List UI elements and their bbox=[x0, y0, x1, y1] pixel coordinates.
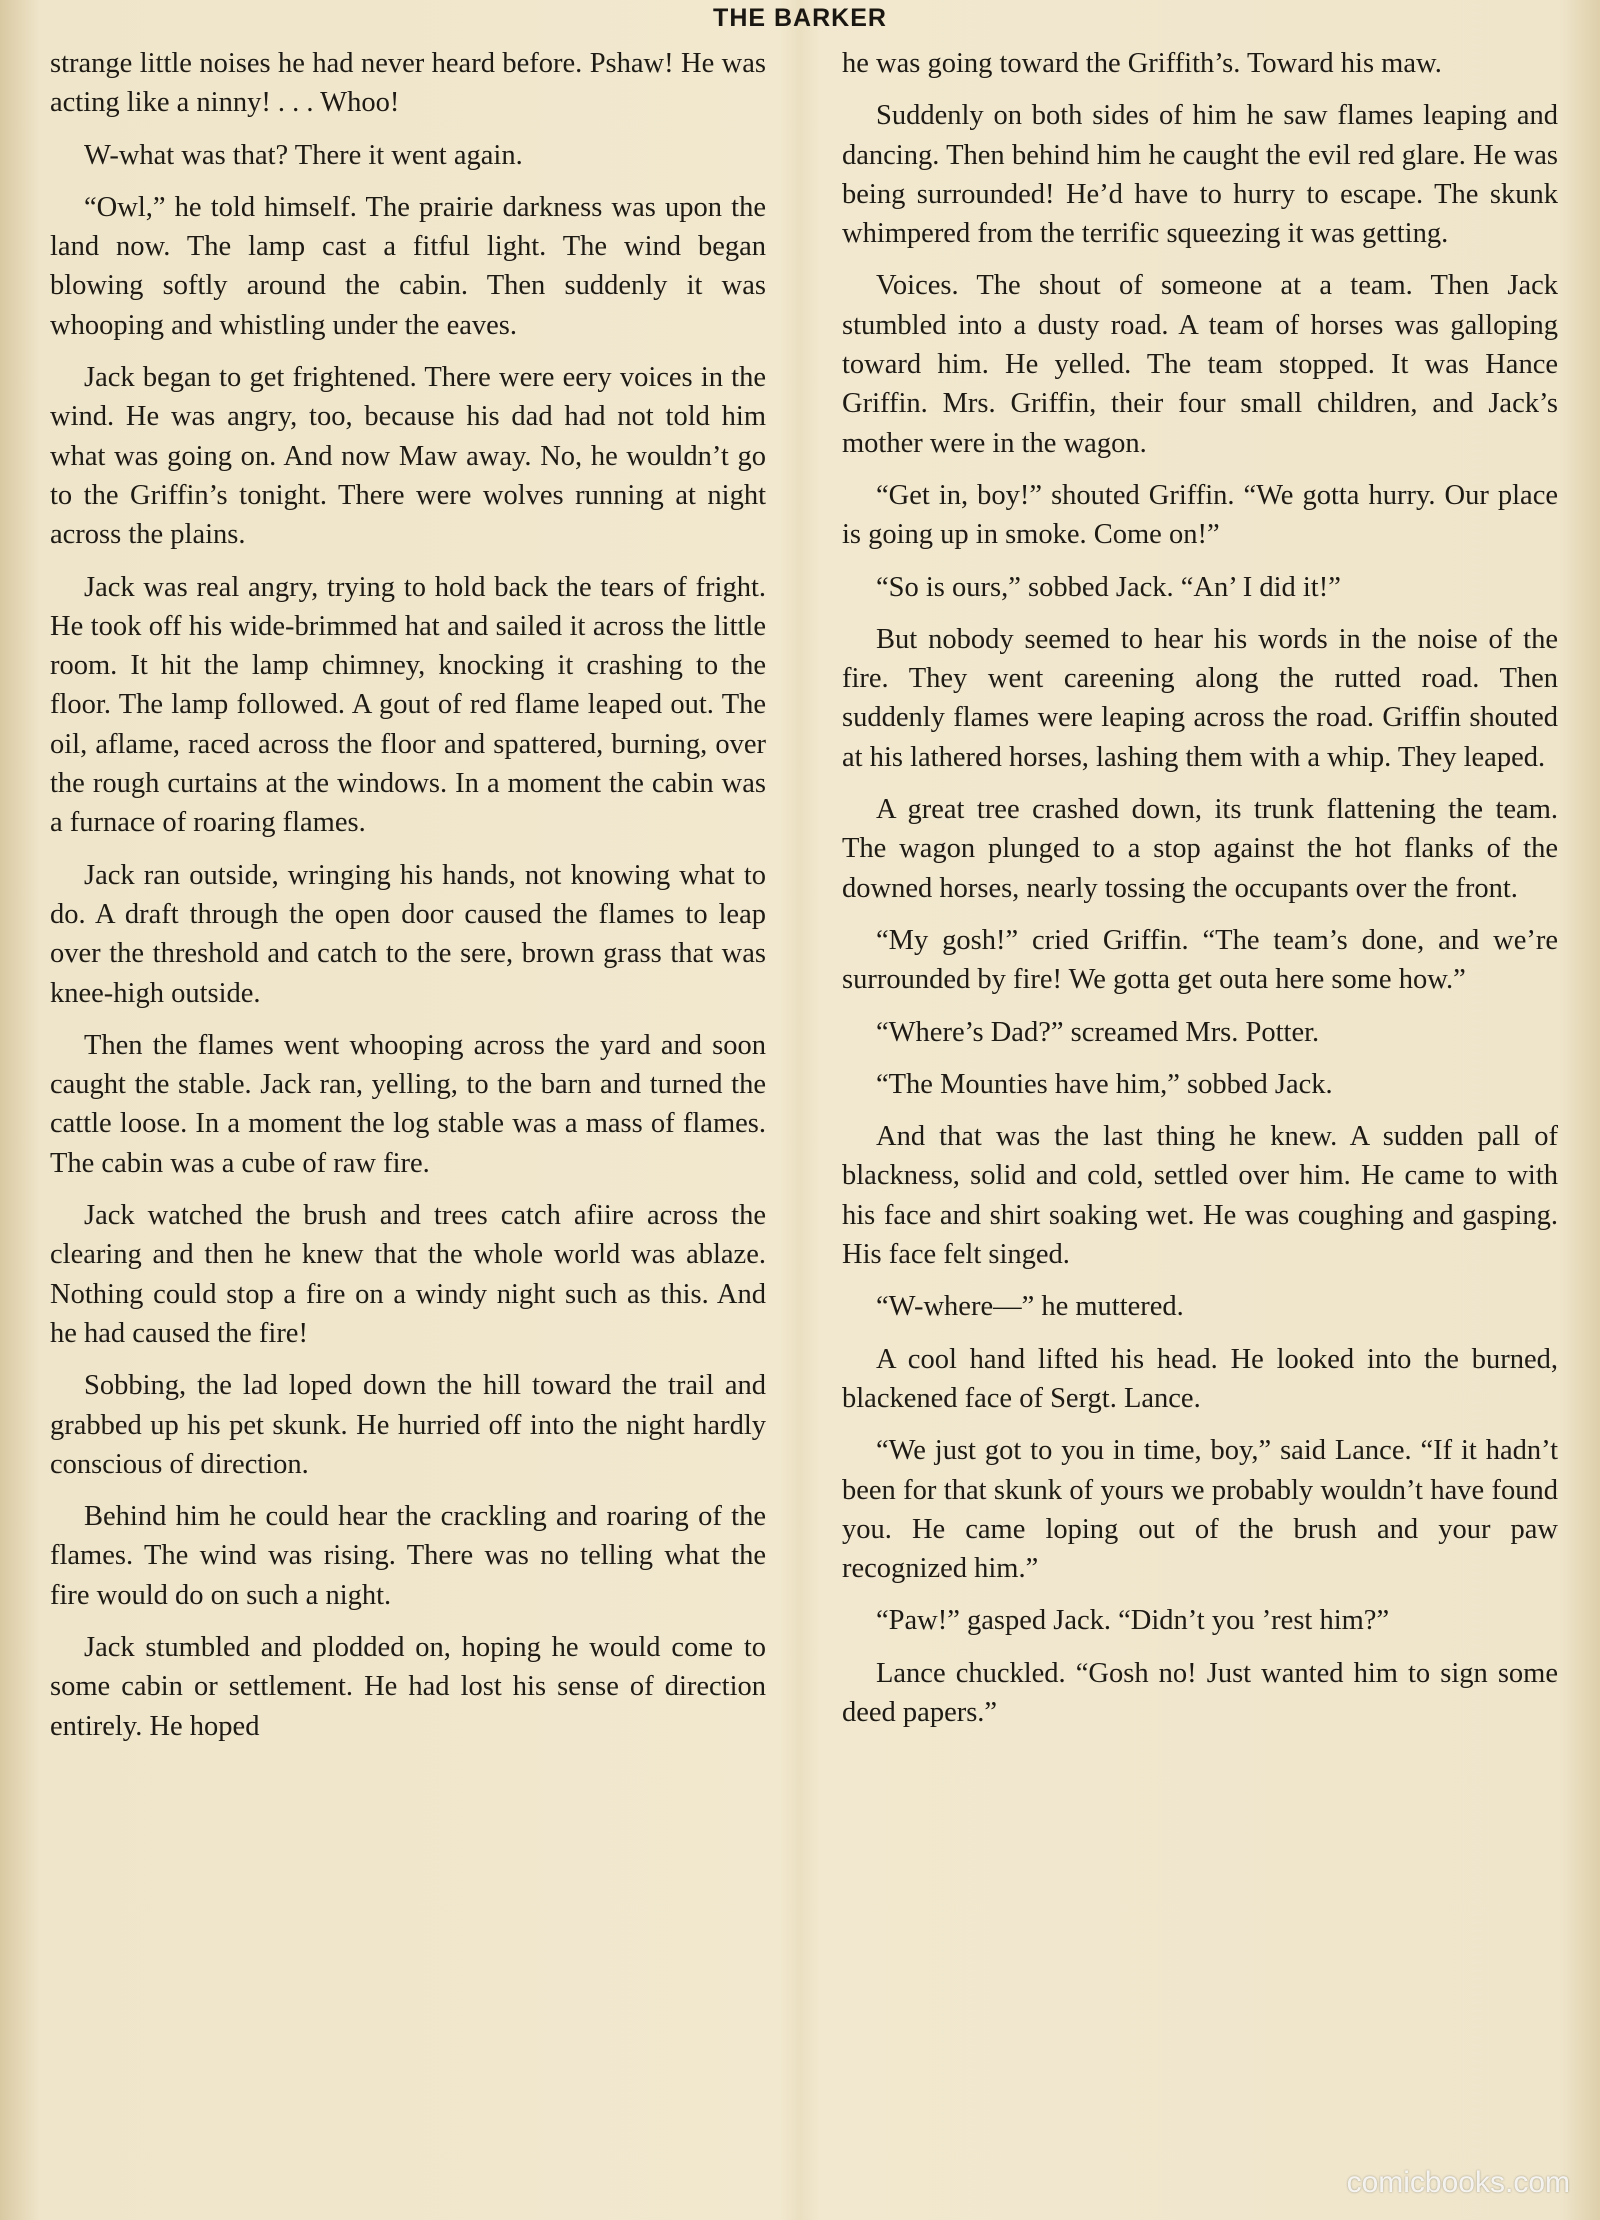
paragraph: “W-where—” he muttered. bbox=[876, 1291, 1184, 1323]
paragraph: W-what was that? There it went again. bbox=[84, 139, 523, 171]
paragraph: Then the flames went whooping across the yard and soon caught the stable. Jack ran, yelling, to the barn and turned the cattle loose. In a moment the log stable was a mass of flames. The cabin was a cube of raw fire. bbox=[50, 1029, 766, 1179]
paragraph: Jack ran outside, wringing his hands, not knowing what to do. A draft through the open door caused the flames to leap over the threshold and catch to the sere, brown grass that was knee-high outside. bbox=[50, 859, 766, 1009]
watermark: comicbooks.com bbox=[1346, 2166, 1570, 2199]
paragraph: “We just got to you in time, boy,” said Lance. “If it hadn’t been for that skunk of yours we probably wouldn’t have found you. He came loping out of the brush and your paw recognized him.” bbox=[842, 1435, 1558, 1585]
paragraph: But nobody seemed to hear his words in the noise of the fire. They went careening along the rutted road. Then suddenly flames were leaping across the road. Griffin shouted at his lathered horses, lashing them with a whip. They leaped. bbox=[842, 623, 1558, 773]
paragraph: “Where’s Dad?” screamed Mrs. Potter. bbox=[876, 1016, 1320, 1048]
paragraph: A cool hand lifted his head. He looked into the burned, blackened face of Sergt. Lance. bbox=[842, 1343, 1558, 1414]
page-header: THE BARKER bbox=[713, 4, 887, 32]
paragraph: “Owl,” he told himself. The prairie darkness was upon the land now. The lamp cast a fitful light. The wind began blowing softly around the cabin. Then suddenly it was whooping and whistling under the eaves. bbox=[50, 191, 766, 341]
paragraph: “So is ours,” sobbed Jack. “An’ I did it!” bbox=[876, 571, 1341, 603]
paragraph: Sobbing, the lad loped down the hill toward the trail and grabbed up his pet skunk. He hurried off into the night hardly conscious of direction. bbox=[50, 1370, 766, 1480]
right-column bbox=[842, 44, 1558, 1745]
paragraph: Jack watched the brush and trees catch afiire across the clearing and then he knew that the whole world was ablaze. Nothing could stop a fire on a windy night such as this. And he had caused the fire! bbox=[50, 1200, 766, 1349]
left-column bbox=[50, 44, 766, 1759]
paragraph: he was going toward the Griffith’s. Toward his maw. bbox=[842, 48, 1442, 79]
paragraph: “Get in, boy!” shouted Griffin. “We gotta hurry. Our place is going up in smoke. Come on!” bbox=[842, 479, 1558, 551]
paragraph: Jack stumbled and plodded on, hoping he would come to some cabin or settlement. He had lost his sense of direction entirely. He hoped bbox=[50, 1631, 766, 1742]
paragraph: Lance chuckled. “Gosh no! Just wanted him to sign some deed papers.” bbox=[842, 1657, 1558, 1728]
paragraph: And that was the last thing he knew. A sudden pall of blackness, solid and cold, settled over him. He came to with his face and shirt soaking wet. He was coughing and gasping. His face felt singed. bbox=[842, 1121, 1558, 1271]
paragraph: Suddenly on both sides of him he saw flames leaping and dancing. Then behind him he caught the evil red glare. He was being surrounded! He’d have to hurry to escape. The skunk whimpered from the terrific squeezing it was getting. bbox=[842, 100, 1558, 250]
paragraph: Voices. The shout of someone at a team. Then Jack stumbled into a dusty road. A team of horses was galloping toward him. He yelled. The team stopped. It was Hance Griffin. Mrs. Griffin, their four small children, and Jack’s mother were in the wagon. bbox=[842, 270, 1558, 459]
paragraph: “The Mounties have him,” sobbed Jack. bbox=[876, 1068, 1333, 1100]
paragraph: strange little noises he had never heard before. Pshaw! He was acting like a ninny! . . . Whoo! bbox=[50, 48, 766, 119]
paragraph: A great tree crashed down, its trunk flattening the team. The wagon plunged to a stop against the hot flanks of the downed horses, nearly tossing the occupants over the front. bbox=[842, 794, 1558, 904]
paragraph: Jack began to get frightened. There were eery voices in the wind. He was angry, too, because his dad had not told him what was going on. And now Maw away. No, he wouldn’t go to the Griffin’s tonight. There were wolves running at night across the plains. bbox=[50, 362, 766, 551]
paragraph: “My gosh!” cried Griffin. “The team’s done, and we’re surrounded by fire! We gotta get outa here some how.” bbox=[842, 924, 1558, 996]
paragraph: Behind him he could hear the crackling and roaring of the flames. The wind was rising. There was no telling what the fire would do on such a night. bbox=[50, 1501, 766, 1611]
paragraph: Jack was real angry, trying to hold back the tears of fright. He took off his wide-brimmed hat and sailed it across the little room. It hit the lamp chimney, knocking it crashing to the floor. The lamp followed. A gout of red flame leaped out. The oil, aflame, raced across the floor and spattered, burning, over the rough curtains at the windows. In a moment the cabin was a furnace of roaring flames. bbox=[50, 571, 766, 839]
paragraph: “Paw!” gasped Jack. “Didn’t you ’rest him?” bbox=[876, 1605, 1390, 1637]
